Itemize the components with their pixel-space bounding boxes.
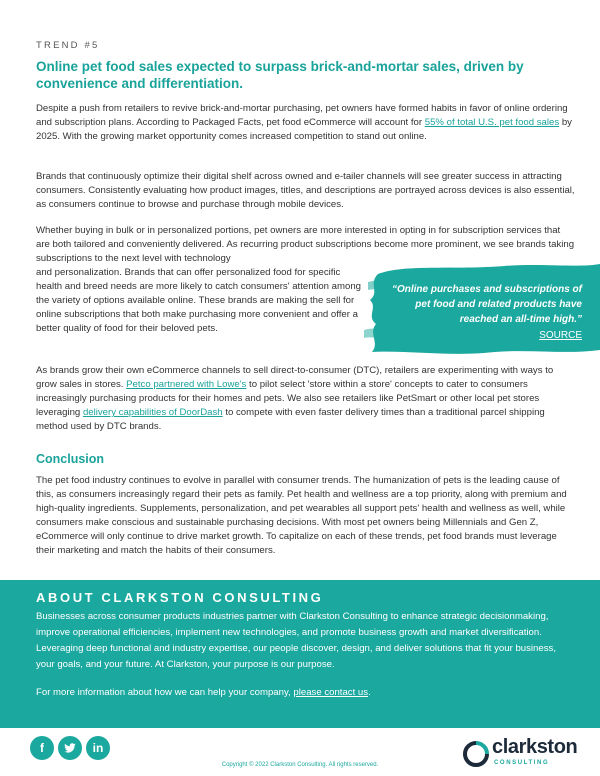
- facebook-icon[interactable]: [30, 736, 54, 760]
- paragraph-text: to compete with even faster delivery times than a traditional parcel shipping method used by DTC brands.: [36, 407, 545, 432]
- clarkston-logo-mark: [462, 740, 490, 768]
- paragraph-digital-shelf: Brands that continuously optimize their digital shelf across owned and e-tailer channels will see greater success in attracting consumers. Consistently evaluating how product images, titles, and descriptions are portrayed across devices is also essential, as consumers continue to browse and purchase through mobile devices.: [36, 171, 575, 210]
- logo-wordmark: clarkston: [492, 736, 578, 758]
- about-section: [0, 580, 600, 728]
- paragraph-text: Despite a push from retailers to revive brick-and-mortar purchasing, pet owners have formed habits in favor of online ordering and subscription plans. According to Packaged Facts, pet food eCommerce will account for: [36, 103, 568, 128]
- paragraph-subscriptions-bottom: and personalization. Brands that can offer personalized food for specific health and breed needs are more likely to catch consumers' attention among the variety of options available online. These brands are making the sell for online subscriptions that both make purchasing more convenient and offer a better quality of food for their beloved pets.: [36, 267, 362, 334]
- paragraph-conclusion: The pet food industry continues to evolve in parallel with consumer trends. The humanization of pets is the leading cause of this, as consumers increasingly regard their pets as family. Pet health and wellness are a top priority, along with premium and high-quality ingredients. Supplements, personalization, and pet wearables all support pets' health and wellness as well, while consumers make conscious and sustainable purchasing decisions. With most pet owners being Millennials and Gen Z, eCommerce will only continue to drive market growth. To capitalize on each of these trends, pet food brands must leverage their marketing and match the habits of their consumers.: [36, 475, 567, 556]
- paragraph-intro: [36, 102, 576, 144]
- quote-source-link[interactable]: SOURCE: [539, 330, 582, 341]
- copyright-text: Copyright © 2022 Clarkston Consulting. All rights reserved.: [221, 762, 379, 768]
- contact-prefix: For more information about how we can help your company,: [36, 687, 294, 698]
- link-packaged-facts-stat[interactable]: 55% of total U.S. pet food sales: [424, 117, 560, 128]
- twitter-icon[interactable]: [58, 736, 82, 760]
- about-contact-line: [36, 687, 576, 698]
- pull-quote: “Online purchases and subscriptions of pet food and related products have reached an all-time high.”: [391, 284, 582, 325]
- linkedin-glyph: in: [92, 741, 104, 755]
- conclusion-heading: Conclusion: [36, 452, 105, 466]
- contact-suffix: .: [368, 687, 371, 698]
- linkedin-icon[interactable]: [86, 736, 110, 760]
- paragraph-text: to pilot select 'store within a store' concepts to cater to consumers increasingly purchasing products for their homes and pets. We also see retailers like PetSmart or other local pet stores leveraging: [36, 379, 540, 418]
- twitter-bird-glyph: [63, 741, 77, 755]
- clarkston-logo: [462, 738, 590, 772]
- trend-label: TREND #5: [36, 40, 100, 51]
- about-body: Businesses across consumer products industries partner with Clarkston Consulting to enhance strategic decisionmaking, improve operational efficiencies, implement new technologies, and promote business growth and market diversification. Leveraging deep functional and industry expertise, our people discover, design, and deliver solutions that fit your business, your goals, and your future. At Clarkston, your purpose is our purpose.: [36, 611, 556, 670]
- paragraph-text: As brands grow their own eCommerce channels to sell direct-to-consumer (DTC), retailers are experimenting with ways to grow sales in stores.: [36, 365, 554, 390]
- facebook-glyph: f: [40, 741, 44, 755]
- paragraph-dtc: [36, 364, 576, 434]
- paragraph-subscriptions-top: Whether buying in bulk or in personalized portions, pet owners are more interested in opting in for subscription services that are both tailored and conveniently delivered. As recurring product subscriptions become more prominent, we see brands taking subscriptions to the next level with technology: [36, 225, 575, 264]
- about-title: ABOUT CLARKSTON CONSULTING: [36, 590, 324, 605]
- link-petco-lowes[interactable]: Petco partnered with Lowe's: [126, 379, 247, 390]
- link-doordash[interactable]: delivery capabilities of DoorDash: [82, 407, 223, 418]
- page-title: Online pet food sales expected to surpass brick-and-mortar sales, driven by convenience and differentiation.: [36, 59, 524, 91]
- contact-us-link[interactable]: please contact us: [293, 687, 369, 698]
- paragraph-text: by 2025. With the growing market opportunity comes increased competition to stand out online.: [36, 117, 572, 142]
- logo-subtitle: CONSULTING: [494, 760, 550, 766]
